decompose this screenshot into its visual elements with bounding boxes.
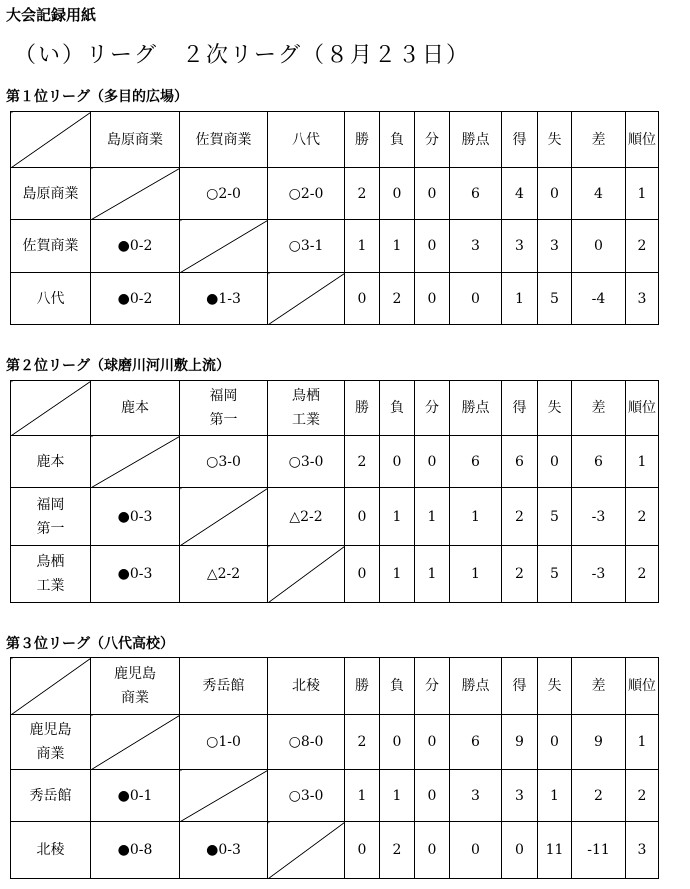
stat-value: 0 [415,770,450,822]
match-result-cell [268,715,345,770]
opponent-column-header [180,112,268,168]
stat-header: 勝 [345,381,380,436]
stat-value: 0 [538,715,572,770]
match-result-cell [180,273,268,325]
stat-value: 1 [345,770,380,822]
stat-value: 0 [380,436,415,488]
stat-value: 0 [450,273,502,325]
stat-header: 分 [415,112,450,168]
match-result: ●0-3 [206,842,241,858]
opponent-column-header [91,381,180,436]
team-name-cell [11,822,91,879]
team-row [11,822,659,879]
stat-value: 3 [626,822,659,879]
stat-header: 得 [502,658,538,715]
match-result-cell [91,488,180,546]
stat-value: 1 [626,168,659,220]
stat-header: 勝点 [450,658,502,715]
team-name-line: 第一 [209,412,238,428]
stat-value: 9 [502,715,538,770]
match-result-cell [91,822,180,879]
stat-header: 順位 [626,658,659,715]
match-result-cell [268,168,345,220]
stat-header: 勝点 [450,381,502,436]
team-name-line: 鹿児島 [114,666,156,682]
team-name-cell [11,546,91,603]
team-name-cell [11,715,91,770]
team-name-line: 鳥栖 [36,554,65,570]
stat-value: 5 [538,546,572,603]
self-match-diagonal-cell [268,822,345,879]
team-row [11,770,659,822]
stat-value: 0 [380,715,415,770]
stat-value: 6 [502,436,538,488]
stat-value: 0 [415,436,450,488]
stat-value: 2 [345,715,380,770]
match-result: ●0-1 [117,787,153,804]
stat-header: 差 [572,381,626,436]
stat-header: 負 [380,381,415,436]
match-result-cell [180,715,268,770]
self-match-diagonal-cell [180,488,268,546]
opponent-column-header [91,658,180,715]
stat-value: 6 [572,436,626,488]
stat-value: 11 [538,822,572,879]
stat-value: 2 [626,546,659,603]
team-name-line: 福岡 [36,496,65,513]
opponent-column-header [180,658,268,715]
league-heading: 第３位リーグ（八代高校） [6,636,174,652]
match-result-cell [180,436,268,488]
team-name-line: 秀岳館 [29,787,72,804]
stat-value: 1 [380,220,415,273]
match-result-cell [91,546,180,603]
stat-value: 0 [345,273,380,325]
match-result: ●0-2 [117,238,153,254]
stat-value: 1 [345,220,380,273]
stat-value: 0 [380,168,415,220]
stat-header: 勝点 [450,112,502,168]
team-row [11,715,659,770]
stat-value: 0 [572,220,626,273]
stat-value: 3 [450,220,502,273]
stat-value: 2 [626,770,659,822]
stat-value: 2 [626,220,659,273]
opponent-column-header [180,381,268,436]
stat-value: 1 [502,273,538,325]
stat-header: 失 [538,658,572,715]
stat-value: 3 [626,273,659,325]
match-result: ○2-0 [288,185,324,202]
team-name-line: 鹿本 [121,400,149,416]
stat-value: 2 [380,822,415,879]
match-result: ○2-0 [206,185,241,202]
match-result-cell [180,546,268,603]
header-row [11,381,659,436]
stat-value: 2 [345,168,380,220]
stat-value: 0 [415,168,450,220]
stat-value: 2 [345,436,380,488]
stat-header: 勝 [345,112,380,168]
league-heading: 第２位リーグ（球磨川河川敷上流） [6,358,230,374]
self-match-diagonal-cell [268,273,345,325]
stat-value: 2 [502,546,538,603]
stat-value: 6 [450,715,502,770]
stat-value: 0 [345,822,380,879]
stat-value: 1 [380,488,415,546]
stat-value: 1 [538,770,572,822]
match-result-cell [268,770,345,822]
team-name-line: 島原商業 [22,185,79,202]
stat-value: 1 [415,546,450,603]
stat-value: 1 [626,436,659,488]
document-title: 大会記録用紙 [6,6,97,24]
stat-value: 6 [450,436,502,488]
team-row [11,546,659,603]
league-table [10,380,659,603]
match-result-cell [91,220,180,273]
stat-value: -4 [572,273,626,325]
match-result: ○3-0 [288,787,324,804]
team-name-line: 八代 [36,290,65,307]
stat-value: 0 [538,436,572,488]
match-result: ●0-3 [117,508,153,525]
team-name-line: 北稜 [292,678,320,694]
stat-value: 1 [626,715,659,770]
stat-value: -11 [572,822,626,879]
stat-header: 勝 [345,658,380,715]
header-row [11,658,659,715]
stat-value: 3 [502,770,538,822]
opponent-column-header [91,112,180,168]
stat-value: 0 [502,822,538,879]
team-name-line: 八代 [292,131,320,148]
stat-header: 順位 [626,381,659,436]
self-match-diagonal-cell [180,770,268,822]
stat-header: 分 [415,658,450,715]
stat-value: 0 [538,168,572,220]
stat-value: 1 [450,546,502,603]
match-result: ○1-0 [206,734,241,750]
self-match-diagonal-cell [268,546,345,603]
team-name-line: 鹿本 [36,453,65,470]
team-row [11,168,659,220]
corner-diagonal-cell [11,381,91,436]
stat-header: 差 [572,112,626,168]
team-name-line: 第一 [36,520,65,537]
stat-value: 5 [538,488,572,546]
match-result: ●0-3 [117,566,153,582]
stat-value: 1 [450,488,502,546]
match-result: ●1-3 [206,290,241,307]
team-name-cell [11,220,91,273]
team-name-line: 佐賀商業 [195,131,252,148]
match-result: ○3-0 [206,453,241,470]
stat-value: 0 [415,220,450,273]
team-name-line: 島原商業 [107,131,163,148]
team-row [11,436,659,488]
match-result: ○8-0 [288,734,324,750]
corner-diagonal-cell [11,112,91,168]
stat-value: 4 [502,168,538,220]
league-table [10,657,659,879]
self-match-diagonal-cell [91,715,180,770]
self-match-diagonal-cell [91,436,180,488]
corner-diagonal-cell [11,658,91,715]
team-name-line: 佐賀商業 [22,238,79,254]
match-result: △2-2 [289,508,323,525]
match-result-cell [91,273,180,325]
match-result: ●0-2 [117,290,153,307]
stat-value: 1 [415,488,450,546]
match-result: ○3-1 [288,238,324,254]
match-result: ○3-0 [288,453,324,470]
stat-header: 分 [415,381,450,436]
league-heading: 第１位リーグ（多目的広場） [6,89,188,105]
team-row [11,488,659,546]
team-row [11,220,659,273]
self-match-diagonal-cell [180,220,268,273]
team-name-line: 秀岳館 [202,678,245,694]
stat-header: 失 [538,112,572,168]
team-name-line: 鳥栖 [292,388,320,404]
team-name-line: 商業 [36,746,65,762]
stat-header: 失 [538,381,572,436]
opponent-column-header [268,381,345,436]
stat-value: 2 [626,488,659,546]
team-name-line: 商業 [121,690,149,706]
stat-header: 得 [502,112,538,168]
team-name-cell [11,168,91,220]
stat-value: 5 [538,273,572,325]
team-name-line: 工業 [36,578,65,594]
stat-value: 0 [450,822,502,879]
team-name-line: 工業 [292,412,320,428]
stat-value: 0 [415,822,450,879]
stat-value: 0 [415,715,450,770]
stat-value: 3 [450,770,502,822]
stat-value: 9 [572,715,626,770]
stat-header: 順位 [626,112,659,168]
stat-header: 負 [380,658,415,715]
stat-value: 0 [415,273,450,325]
stat-value: 2 [502,488,538,546]
team-name-line: 鹿児島 [29,722,72,738]
team-name-line: 北稜 [36,842,65,858]
stat-value: -3 [572,488,626,546]
stat-value: 3 [502,220,538,273]
match-result-cell [268,488,345,546]
team-name-cell [11,770,91,822]
stat-value: 2 [572,770,626,822]
match-result-cell [180,822,268,879]
document-subtitle: （い）リーグ ２次リーグ（８月２３日） [14,43,471,68]
match-result-cell [180,168,268,220]
stat-value: 1 [380,546,415,603]
stat-header: 得 [502,381,538,436]
stat-value: 0 [345,488,380,546]
match-result: ●0-8 [117,842,153,858]
opponent-column-header [268,658,345,715]
team-row [11,273,659,325]
stat-value: 4 [572,168,626,220]
self-match-diagonal-cell [91,168,180,220]
match-result: △2-2 [206,566,241,582]
match-result-cell [91,770,180,822]
team-name-cell [11,488,91,546]
team-name-cell [11,436,91,488]
stat-value: 2 [380,273,415,325]
stat-value: 6 [450,168,502,220]
team-name-cell [11,273,91,325]
match-result-cell [268,436,345,488]
match-result-cell [268,220,345,273]
stat-header: 負 [380,112,415,168]
opponent-column-header [268,112,345,168]
stat-value: -3 [572,546,626,603]
league-table [10,111,659,325]
stat-header: 差 [572,658,626,715]
header-row [11,112,659,168]
stat-value: 3 [538,220,572,273]
stat-value: 1 [380,770,415,822]
stat-value: 0 [345,546,380,603]
team-name-line: 福岡 [209,388,238,404]
